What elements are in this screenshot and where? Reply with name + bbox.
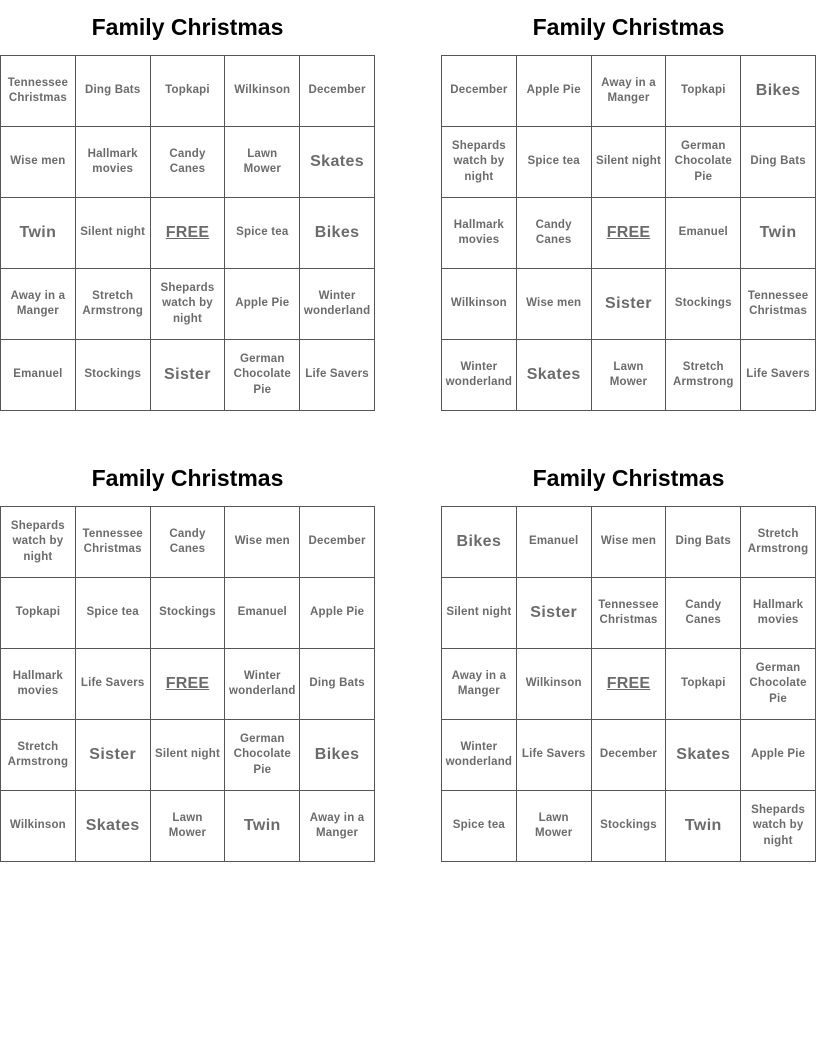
bingo-cell: Shepards watch by night	[741, 791, 816, 862]
bingo-cell: Sister	[516, 578, 591, 649]
bingo-cell: Life Savers	[516, 720, 591, 791]
bingo-cell: Spice tea	[516, 127, 591, 198]
grid-row	[442, 720, 816, 791]
bingo-cell: Twin	[741, 198, 816, 269]
bingo-cell: FREE	[150, 649, 225, 720]
bingo-cell: FREE	[591, 198, 666, 269]
bingo-cell: Winter wonderland	[442, 340, 517, 411]
grid-row	[1, 649, 375, 720]
bingo-cell: Wise men	[225, 507, 300, 578]
bingo-cell: Stretch Armstrong	[1, 720, 76, 791]
card-title: Family Christmas	[91, 465, 284, 491]
bingo-cell: Apple Pie	[300, 578, 375, 649]
bingo-cell: FREE	[150, 198, 225, 269]
bingo-cell: Candy Canes	[150, 127, 225, 198]
bingo-grid	[0, 55, 375, 411]
bingo-cell: Topkapi	[1, 578, 76, 649]
bingo-cell: Hallmark movies	[741, 578, 816, 649]
bingo-cell: Shepards watch by night	[150, 269, 225, 340]
grid-row	[1, 507, 375, 578]
bingo-cell: Tennessee Christmas	[741, 269, 816, 340]
bingo-cell: Spice tea	[442, 791, 517, 862]
bingo-cell: Twin	[225, 791, 300, 862]
bingo-cell: German Chocolate Pie	[666, 127, 741, 198]
bingo-cell: German Chocolate Pie	[225, 720, 300, 791]
bingo-cell: Lawn Mower	[516, 791, 591, 862]
bingo-cell: Life Savers	[75, 649, 150, 720]
bingo-cell: Away in a Manger	[442, 649, 517, 720]
grid-row	[442, 578, 816, 649]
grid-row	[442, 649, 816, 720]
bingo-cell: Shepards watch by night	[1, 507, 76, 578]
bingo-cell: Ding Bats	[666, 507, 741, 578]
grid-row	[1, 269, 375, 340]
bingo-cell: Hallmark movies	[442, 198, 517, 269]
bingo-cell: Topkapi	[150, 56, 225, 127]
bingo-cell: Topkapi	[666, 649, 741, 720]
bingo-cell: Hallmark movies	[75, 127, 150, 198]
bingo-cell: Topkapi	[666, 56, 741, 127]
bingo-cell: Silent night	[442, 578, 517, 649]
bingo-cell: Wilkinson	[442, 269, 517, 340]
bingo-cell: Stretch Armstrong	[75, 269, 150, 340]
grid-row	[1, 578, 375, 649]
bingo-cell: Sister	[591, 269, 666, 340]
bingo-cell: December	[300, 56, 375, 127]
bingo-cell: December	[300, 507, 375, 578]
bingo-cell: Life Savers	[300, 340, 375, 411]
bingo-cell: Lawn Mower	[591, 340, 666, 411]
bingo-cell: Away in a Manger	[1, 269, 76, 340]
bingo-cell: Wilkinson	[1, 791, 76, 862]
grid-row	[442, 269, 816, 340]
bingo-cell: Apple Pie	[516, 56, 591, 127]
bingo-cell: Stretch Armstrong	[666, 340, 741, 411]
bingo-cell: Skates	[300, 127, 375, 198]
card-title: Family Christmas	[532, 465, 725, 491]
bingo-cell: Wilkinson	[516, 649, 591, 720]
bingo-grid	[441, 506, 816, 862]
bingo-cell: Apple Pie	[741, 720, 816, 791]
bingo-cell: Apple Pie	[225, 269, 300, 340]
bingo-cell: Candy Canes	[516, 198, 591, 269]
grid-row	[1, 127, 375, 198]
bingo-cell: Sister	[75, 720, 150, 791]
bingo-cell: Tennessee Christmas	[75, 507, 150, 578]
bingo-cell: Emanuel	[666, 198, 741, 269]
bingo-cell: Stockings	[150, 578, 225, 649]
bingo-cell: Away in a Manger	[591, 56, 666, 127]
bingo-grid	[441, 55, 816, 411]
bingo-cell: Shepards watch by night	[442, 127, 517, 198]
bingo-cell: Away in a Manger	[300, 791, 375, 862]
bingo-cell: Bikes	[300, 198, 375, 269]
grid-row	[1, 340, 375, 411]
bingo-cell: Twin	[1, 198, 76, 269]
grid-row	[1, 198, 375, 269]
bingo-cell: Hallmark movies	[1, 649, 76, 720]
bingo-cell: Silent night	[150, 720, 225, 791]
bingo-grid	[0, 506, 375, 862]
bingo-cell: Bikes	[442, 507, 517, 578]
bingo-cell: Tennessee Christmas	[1, 56, 76, 127]
bingo-cell: Emanuel	[1, 340, 76, 411]
bingo-cell: December	[591, 720, 666, 791]
bingo-cell: Winter wonderland	[442, 720, 517, 791]
grid-row	[442, 507, 816, 578]
bingo-cell: FREE	[591, 649, 666, 720]
bingo-cell: Skates	[666, 720, 741, 791]
bingo-cell: Life Savers	[741, 340, 816, 411]
bingo-cell: Wilkinson	[225, 56, 300, 127]
grid-row	[442, 198, 816, 269]
bingo-cell: Wise men	[516, 269, 591, 340]
bingo-cell: Stockings	[591, 791, 666, 862]
bingo-cell: Skates	[516, 340, 591, 411]
bingo-cell: Sister	[150, 340, 225, 411]
bingo-cell: Spice tea	[225, 198, 300, 269]
bingo-cell: German Chocolate Pie	[225, 340, 300, 411]
bingo-cell: December	[442, 56, 517, 127]
bingo-cell: German Chocolate Pie	[741, 649, 816, 720]
bingo-cell: Emanuel	[516, 507, 591, 578]
grid-row	[1, 791, 375, 862]
bingo-cell: Candy Canes	[150, 507, 225, 578]
grid-row	[442, 791, 816, 862]
bingo-cell: Wise men	[591, 507, 666, 578]
grid-row	[1, 720, 375, 791]
bingo-cell: Silent night	[591, 127, 666, 198]
bingo-cell: Bikes	[741, 56, 816, 127]
bingo-cell: Lawn Mower	[225, 127, 300, 198]
bingo-cell: Ding Bats	[741, 127, 816, 198]
grid-row	[1, 56, 375, 127]
bingo-cell: Twin	[666, 791, 741, 862]
bingo-cell: Ding Bats	[300, 649, 375, 720]
card-title: Family Christmas	[532, 14, 725, 40]
bingo-cell: Ding Bats	[75, 56, 150, 127]
bingo-cell: Skates	[75, 791, 150, 862]
bingo-cell: Silent night	[75, 198, 150, 269]
card-title: Family Christmas	[91, 14, 284, 40]
grid-row	[442, 56, 816, 127]
bingo-cell: Winter wonderland	[225, 649, 300, 720]
grid-row	[442, 340, 816, 411]
grid-row	[442, 127, 816, 198]
bingo-cell: Stockings	[75, 340, 150, 411]
bingo-cell: Candy Canes	[666, 578, 741, 649]
bingo-cell: Tennessee Christmas	[591, 578, 666, 649]
bingo-cell: Spice tea	[75, 578, 150, 649]
bingo-cell: Stretch Armstrong	[741, 507, 816, 578]
bingo-cell: Emanuel	[225, 578, 300, 649]
bingo-cell: Bikes	[300, 720, 375, 791]
bingo-cell: Stockings	[666, 269, 741, 340]
bingo-cell: Lawn Mower	[150, 791, 225, 862]
bingo-cell: Wise men	[1, 127, 76, 198]
bingo-cell: Winter wonderland	[300, 269, 375, 340]
